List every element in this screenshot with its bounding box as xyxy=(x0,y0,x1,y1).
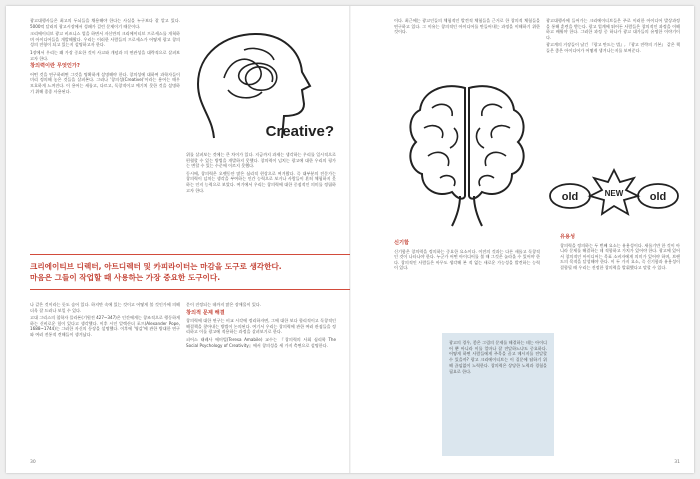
paragraph: 동시에, 창의력은 오랫동안 많은 심리적 현상으로 여겨왔다. 즉 대부분의 전문가는 창의력이 넘치는 생각을 부여하는 인간 능력으로 보거나 사람들이 흔히 체험하지 못하는 인지 능력으로 보았다. 여기에서 우리는 창의력에 대한 중점적인 의미를 정립하고자 한다. xyxy=(186,170,336,193)
paragraph: 크리에이티브 광고 비즈니스 업을 하면서 자신만의 크리에이티브 프로세스를 개척하며 아이디어들을 개발해왔다. 우리는 이러한 사람들의 프로세스가 어떻게 광고 창의성의 전형이 되고 있는지 설명하고자 한다. xyxy=(30,31,180,48)
left-col-2 xyxy=(186,152,336,250)
right-col-3 xyxy=(394,238,540,326)
section-heading: 신기함 xyxy=(394,240,410,246)
brain-illustration xyxy=(402,78,532,228)
paragraph: 창의력을 정의하는 두 번째 요소는 유용성이다. 새롭기만 한 것이 아니라 문제를 해결하는 데 적합하고 가치가 있어야 한다. 광고에 있어서 창의적인 아이디어는 목표 소비자에게 의미가 있어야 하며, 브랜드의 목적을 달성해야 한다. 이 두 가지 요소, 즉 신기함과 유용성이 결합될 때 우리는 진정한 창의력을 발휘했다고 말할 수 있다. xyxy=(560,242,680,270)
paragraph: 나 같은 것이라는 듯도 숨어 있다. 하지만 속에 있는 것이고 어떻게 볼 것인가에 의해 더욱 잘 드러나 보일 수 있다. xyxy=(30,302,180,313)
creative-word: Creative? xyxy=(265,123,334,140)
paragraph: 피어스 태레사 에머빌(Teresa Amabile) 교수는 『창의력의 사회 심리학 The Social Psychology of Creativity』에서 창의성을 세 가지 측면으로 설명한다. xyxy=(186,336,336,348)
paragraph: 고대 그리스의 철학자 플라톤(기원전 427~347)은 인간에게는 창조적으로 행동하게 하는 신비로운 힘이 있다고 생각했다. 이후 시인 알렉산더 포프(Alexander Pope, 1688~1744)는 그러한 자신의 등장을 설명했다. 이후에 '영감'에 관한 방대한 연구와 여러 전통적 견해들이 생겨났다. xyxy=(30,315,180,337)
old-word-right: old xyxy=(649,191,667,203)
paragraph: 문이 진정되는 데까지 많은 장애물이 있다. xyxy=(186,302,262,307)
paragraph: 광고대행사에 들어가는 크리에이티브들은 주로 이러한 아이디어 발상과정을 통해 훈련을 받는다. 광고 업계에 뛰어든 사람들은 창의적인 과정을 이해하고 배워야 한다. 그러한 과정 중 하나가 광고 대가들의 유명한 이야기이다. xyxy=(546,18,680,40)
section-heading: 창의적 문제 해결 xyxy=(186,309,225,316)
left-col-1 xyxy=(30,18,180,250)
paragraph: 창의력에 대한 연구는 비교 시각에 정리하자면, 그에 대한 보다 합리적이고 독창적인 해결책을 찾아내는 방법이 논의된다. 여기서 우리는 창의력에 관한 여러 관점들을 정리하고 이를 광고에 적용하는 과정을 살펴보기로 한다. xyxy=(186,318,336,335)
paragraph: 신기함은 창의력을 정의하는 중요한 요소이다. 이전의 것과는 다른 새롭고 독창적인 것이 나타나야 한다. 누군가 어떤 아이디어를 볼 때 그것은 놀라울 수 있어야 한다. 창의적인 사람들은 아무도 생각해 본 적 없는 새로운 가능성을 발견하는 능력이 있다. xyxy=(394,248,540,271)
page-number: 30 xyxy=(30,460,36,465)
paragraph: 1장에서 우리는 왜 가장 중요한 것이 사고와 개념과 의 연관성을 대략적으로 살펴보고자 한다. xyxy=(30,49,180,61)
quote-line: 마음은 그들이 작업할 때 사용하는 가장 중요한 도구이다. xyxy=(30,273,221,282)
old-word-left: old xyxy=(561,191,579,203)
paragraph: 어떤 것을 연구하려면 그것을 명확하게 설명해야 한다. 창의성에 대하여 과학자들이 미리 정의해 놓은 것들을 살펴본다. 그러나 '창의성(Creative)'이라는 용어는 매우 모호하게 느껴진다. 이 용어는 새롭고, 다르고, 독창적이고 예기치 못한 것을 설명하기 위해 종종 사용된다. xyxy=(30,71,180,94)
right-col-4-top xyxy=(546,18,680,158)
right-col-4 xyxy=(560,232,680,454)
sidebar-box xyxy=(442,333,554,456)
right-col-3-top xyxy=(394,18,540,58)
section-heading: 유용성 xyxy=(560,234,576,240)
book-spread xyxy=(6,6,694,473)
paragraph: 위를 살펴보는 것에는 큰 차이가 있다. 지금까지 과제는 생각하는 우리를 일시적으로 편협할 수 있는 방법을 개발하지 못했다. 창의력이 넘치는 광고에 대한 우리의 평가는 변할 수 있는 수준에 이르지 못했다. xyxy=(186,152,336,169)
section-heading: 창의력이란 무엇인가? xyxy=(30,63,80,70)
left-col-1-bottom xyxy=(30,302,180,452)
old-new-old-illustration xyxy=(546,162,682,222)
page-gutter xyxy=(349,6,351,473)
new-word: NEW xyxy=(604,189,624,198)
paragraph: 광고대행사들은 최고의 두뇌들을 채용해야 한다는 사실을 누구보다 잘 알고 있다. 5000억 달러의 광고시장에서 성패가 걸린 문제이기 때문이다. xyxy=(30,18,180,29)
sidebar-box-text: 광고의 경우, 좋은 그림의 문제를 해결하는 데는 아이디어 뿐 아니라 이를 얼마나 잘 전달하느냐도 중요하다. 어떻게 하면 사람들에게 주목을 끌고 메시지를 전달할 수 있을까? 광고 크리에이티브는 이 질문에 답하기 위해 끊임없이 노력한다. 창의력은 상당한 노력과 경험을 필요로 한다. xyxy=(449,340,547,374)
page-number: 31 xyxy=(674,460,680,465)
pull-quote xyxy=(30,254,350,290)
paragraph: 광고계의 거장들이 남긴 『광고 만드는 법』, 『광고 전략의 기본』 같은 책들은 좋은 아이디어가 어떻게 생겨나는지를 보여준다. xyxy=(546,42,680,53)
tangled-head-illustration xyxy=(184,20,344,148)
paragraph: 이다. 최근에는 광고인들의 체험적인 발견적 체험들을 근거로 한 창의적 체험들을 연구하고 있다. 그 이유는 창의적인 아이디어를 만들어내는 과정을 이해하기 위한 것이다. xyxy=(394,18,540,35)
left-col-2-bottom xyxy=(186,302,336,452)
quote-line: 크리에이티브 디렉터, 아트디렉터 및 카피라이터는 마감을 도구로 생각한다. xyxy=(30,262,282,271)
